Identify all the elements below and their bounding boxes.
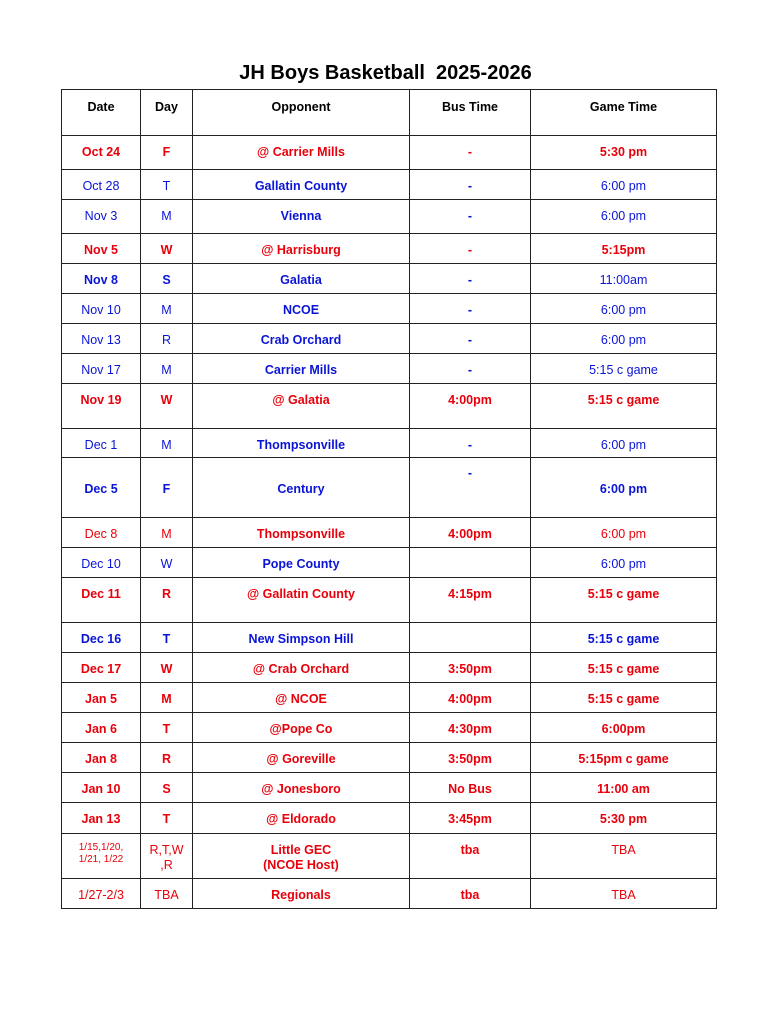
day-cell	[141, 136, 193, 170]
game-time-cell	[531, 324, 717, 354]
table-row	[62, 200, 717, 234]
date-text: Jan 8	[85, 752, 117, 766]
day-cell	[141, 200, 193, 234]
opponent-text: Thompsonville	[256, 438, 346, 452]
day-cell	[141, 264, 193, 294]
bus-time-cell	[410, 458, 531, 518]
opponent-text: @ NCOE	[275, 692, 327, 706]
game-time-text: 5:15pm	[601, 243, 646, 257]
opponent-cell	[193, 773, 410, 803]
date-text: Nov 19	[80, 393, 122, 407]
table-row	[62, 136, 717, 170]
bus-time-cell	[410, 743, 531, 773]
day-cell	[141, 234, 193, 264]
table-row	[62, 713, 717, 743]
game-time-text: 6:00 pm	[600, 333, 647, 347]
date-text: Dec 5	[84, 482, 118, 496]
day-text: M	[161, 363, 172, 377]
day-text: R	[161, 587, 172, 601]
date-cell	[62, 773, 141, 803]
game-time-text: 5:15 c game	[587, 662, 660, 676]
date-cell	[62, 879, 141, 909]
date-cell	[62, 518, 141, 548]
opponent-text: Thompsonville	[256, 527, 346, 541]
bus-time-text: -	[467, 303, 473, 317]
date-cell	[62, 324, 141, 354]
day-cell	[141, 773, 193, 803]
day-cell	[141, 324, 193, 354]
date-text: Dec 11	[81, 587, 121, 601]
header-game-time: Game Time	[531, 90, 717, 136]
opponent-cell	[193, 713, 410, 743]
bus-time-cell	[410, 136, 531, 170]
day-text: M	[161, 692, 172, 706]
table-row	[62, 518, 717, 548]
date-cell	[62, 354, 141, 384]
game-time-cell	[531, 743, 717, 773]
opponent-text: @ Goreville	[266, 752, 336, 766]
game-time-cell	[531, 548, 717, 578]
table-row	[62, 548, 717, 578]
bus-time-text	[410, 623, 530, 632]
date-cell	[62, 170, 141, 200]
game-time-text: 5:30 pm	[599, 812, 648, 826]
day-cell	[141, 578, 193, 623]
day-text: T	[162, 812, 171, 826]
bus-time-text: No Bus	[448, 782, 492, 796]
bus-time-cell	[410, 200, 531, 234]
bus-time-text: 4:00pm	[448, 527, 492, 541]
header-opponent: Opponent	[193, 90, 410, 136]
bus-time-text: -	[467, 179, 473, 193]
opponent-cell	[193, 578, 410, 623]
date-cell	[62, 429, 141, 458]
opponent-cell	[193, 834, 410, 879]
opponent-text: Regionals	[271, 888, 331, 902]
header-bus-time: Bus Time	[410, 90, 531, 136]
date-text: Jan 6	[85, 722, 117, 736]
date-text: Dec 16	[80, 632, 122, 646]
day-cell	[141, 294, 193, 324]
table-row	[62, 384, 717, 429]
bus-time-text: 4:30pm	[448, 722, 492, 736]
date-cell	[62, 458, 141, 518]
bus-time-text: -	[467, 273, 473, 287]
table-row	[62, 429, 717, 458]
day-cell	[141, 803, 193, 834]
game-time-cell	[531, 136, 717, 170]
game-time-cell	[531, 234, 717, 264]
game-time-text: 6:00 pm	[600, 303, 647, 317]
bus-time-cell	[410, 803, 531, 834]
day-text: W	[160, 557, 173, 571]
header-date: Date	[62, 90, 141, 136]
date-text: Jan 10	[81, 782, 121, 796]
opponent-cell	[193, 234, 410, 264]
table-row	[62, 294, 717, 324]
game-time-text: TBA	[611, 888, 636, 902]
date-cell	[62, 264, 141, 294]
date-text: Dec 8	[84, 527, 118, 541]
game-time-text: 5:30 pm	[599, 145, 648, 159]
day-text: M	[161, 527, 172, 541]
day-text: TBA	[154, 888, 179, 902]
game-time-cell	[531, 713, 717, 743]
game-time-text: 5:15 c game	[587, 393, 660, 407]
day-cell	[141, 384, 193, 429]
day-cell	[141, 429, 193, 458]
game-time-cell	[531, 653, 717, 683]
opponent-text: Vienna	[280, 209, 322, 223]
date-text: Oct 28	[82, 179, 120, 193]
day-text: T	[162, 722, 171, 736]
opponent-cell	[193, 803, 410, 834]
opponent-text: @ Carrier Mills	[257, 145, 345, 159]
game-time-text: 5:15 c game	[587, 632, 660, 646]
game-time-text: 6:00 pm	[600, 179, 647, 193]
game-time-cell	[531, 683, 717, 713]
opponent-text: @Pope Co	[269, 722, 333, 736]
table-row	[62, 264, 717, 294]
date-text: Oct 24	[81, 145, 121, 159]
game-time-cell	[531, 623, 717, 653]
header-row	[62, 90, 717, 136]
opponent-cell	[193, 429, 410, 458]
bus-time-cell	[410, 518, 531, 548]
bus-time-cell	[410, 683, 531, 713]
bus-time-cell	[410, 548, 531, 578]
date-cell	[62, 136, 141, 170]
table-row	[62, 458, 717, 518]
game-time-cell	[531, 200, 717, 234]
table-row	[62, 324, 717, 354]
date-cell	[62, 578, 141, 623]
day-text: M	[161, 438, 172, 452]
opponent-text: @ Harrisburg	[261, 243, 341, 257]
bus-time-cell	[410, 834, 531, 879]
game-time-text: 6:00 pm	[600, 209, 647, 223]
table-row	[62, 653, 717, 683]
opponent-text: @ Galatia	[272, 393, 330, 407]
opponent-cell	[193, 879, 410, 909]
table-row	[62, 803, 717, 834]
opponent-cell	[193, 136, 410, 170]
game-time-text: 11:00am	[599, 273, 648, 287]
table-row	[62, 683, 717, 713]
schedule-body	[62, 136, 717, 909]
opponent-cell	[193, 683, 410, 713]
bus-time-text: -	[467, 243, 473, 257]
game-time-text: 6:00pm	[601, 722, 646, 736]
bus-time-text: 4:00pm	[448, 393, 492, 407]
bus-time-text: -	[467, 466, 473, 480]
bus-time-text: 3:45pm	[448, 812, 492, 826]
game-time-text: 6:00 pm	[600, 527, 647, 541]
date-text: Dec 1	[84, 438, 118, 452]
game-time-cell	[531, 879, 717, 909]
opponent-text: @ Jonesboro	[261, 782, 341, 796]
game-time-cell	[531, 354, 717, 384]
table-row	[62, 234, 717, 264]
opponent-cell	[193, 623, 410, 653]
table-row	[62, 879, 717, 909]
opponent-text: @ Crab Orchard	[252, 662, 350, 676]
day-cell	[141, 518, 193, 548]
table-row	[62, 354, 717, 384]
bus-time-cell	[410, 294, 531, 324]
day-cell	[141, 548, 193, 578]
game-time-text: 5:15 c game	[589, 363, 658, 377]
day-cell	[141, 623, 193, 653]
game-time-cell	[531, 834, 717, 879]
table-row	[62, 170, 717, 200]
game-time-text: 5:15 c game	[587, 692, 660, 706]
bus-time-cell	[410, 429, 531, 458]
bus-time-text: 4:15pm	[448, 587, 492, 601]
date-cell	[62, 653, 141, 683]
game-time-text: 5:15pm c game	[578, 752, 669, 766]
opponent-cell	[193, 324, 410, 354]
bus-time-text: -	[467, 438, 473, 452]
bus-time-cell	[410, 354, 531, 384]
table-row	[62, 834, 717, 879]
date-cell	[62, 384, 141, 429]
bus-time-cell	[410, 234, 531, 264]
game-time-cell	[531, 803, 717, 834]
opponent-cell	[193, 548, 410, 578]
table-row	[62, 623, 717, 653]
opponent-text: Crab Orchard	[260, 333, 342, 347]
date-text: 1/27-2/3	[78, 888, 124, 902]
date-text: Nov 10	[81, 303, 121, 317]
day-text: R	[161, 752, 172, 766]
bus-time-text: -	[467, 209, 473, 223]
game-time-cell	[531, 170, 717, 200]
game-time-cell	[531, 384, 717, 429]
table-row	[62, 578, 717, 623]
date-cell	[62, 294, 141, 324]
opponent-text: Gallatin County	[254, 179, 348, 193]
day-cell	[141, 879, 193, 909]
opponent-cell	[193, 294, 410, 324]
day-text: F	[162, 482, 171, 496]
day-text: M	[161, 209, 172, 223]
day-cell	[141, 743, 193, 773]
day-text: T	[162, 179, 171, 193]
game-time-text: 11:00 am	[597, 782, 650, 796]
opponent-text: Century	[277, 482, 325, 496]
bus-time-cell	[410, 384, 531, 429]
day-text: S	[162, 273, 171, 287]
day-cell	[141, 170, 193, 200]
bus-time-cell	[410, 578, 531, 623]
day-text: M	[161, 303, 172, 317]
game-time-text: TBA	[611, 843, 636, 857]
bus-time-text: 3:50pm	[448, 662, 492, 676]
opponent-cell	[193, 518, 410, 548]
day-text: W	[160, 662, 173, 676]
game-time-cell	[531, 429, 717, 458]
game-time-cell	[531, 458, 717, 518]
bus-time-text: tba	[460, 888, 480, 902]
opponent-cell	[193, 384, 410, 429]
day-text: F	[162, 145, 171, 159]
bus-time-text: 4:00pm	[448, 692, 492, 706]
opponent-text: Carrier Mills	[264, 363, 338, 377]
bus-time-text: tba	[460, 843, 480, 857]
game-time-cell	[531, 578, 717, 623]
bus-time-cell	[410, 623, 531, 653]
date-cell	[62, 200, 141, 234]
opponent-cell	[193, 743, 410, 773]
date-text: Nov 8	[83, 273, 119, 287]
day-text: W	[160, 243, 173, 257]
game-time-text: 6:00 pm	[599, 482, 648, 496]
opponent-text: Galatia	[280, 273, 322, 287]
date-text: Nov 3	[84, 209, 118, 223]
bus-time-cell	[410, 324, 531, 354]
opponent-text: New Simpson Hill	[248, 632, 354, 646]
bus-time-cell	[410, 879, 531, 909]
bus-time-cell	[410, 264, 531, 294]
date-cell	[62, 803, 141, 834]
date-text: 1/15,1/20, 1/21, 1/22	[78, 842, 124, 865]
game-time-cell	[531, 264, 717, 294]
opponent-cell	[193, 264, 410, 294]
date-cell	[62, 623, 141, 653]
game-time-cell	[531, 773, 717, 803]
day-cell	[141, 834, 193, 879]
date-text: Nov 13	[81, 333, 121, 347]
day-text: T	[162, 632, 171, 646]
opponent-text: @ Gallatin County	[246, 587, 356, 601]
date-text: Jan 5	[85, 692, 117, 706]
day-cell	[141, 354, 193, 384]
date-text: Jan 13	[81, 812, 121, 826]
date-text: Nov 17	[81, 363, 121, 377]
schedule-table	[61, 89, 717, 909]
date-cell	[62, 683, 141, 713]
opponent-cell	[193, 458, 410, 518]
day-cell	[141, 683, 193, 713]
bus-time-text: 3:50pm	[448, 752, 492, 766]
date-text: Dec 10	[81, 557, 121, 571]
opponent-cell	[193, 354, 410, 384]
opponent-cell	[193, 653, 410, 683]
day-text: S	[162, 782, 171, 796]
game-time-cell	[531, 294, 717, 324]
date-cell	[62, 834, 141, 879]
opponent-text: Pope County	[262, 557, 340, 571]
table-row	[62, 773, 717, 803]
header-day: Day	[141, 90, 193, 136]
opponent-cell	[193, 200, 410, 234]
game-time-text: 5:15 c game	[587, 587, 660, 601]
bus-time-cell	[410, 713, 531, 743]
day-cell	[141, 713, 193, 743]
bus-time-cell	[410, 773, 531, 803]
date-text: Dec 17	[80, 662, 122, 676]
bus-time-text: -	[467, 145, 473, 159]
opponent-text: Little GEC (NCOE Host)	[263, 843, 339, 872]
date-text: Nov 5	[83, 243, 119, 257]
day-cell	[141, 653, 193, 683]
day-text: R	[161, 333, 172, 347]
game-time-text: 6:00 pm	[600, 557, 647, 571]
date-cell	[62, 713, 141, 743]
day-text: R,T,W ,R	[149, 843, 184, 872]
date-cell	[62, 548, 141, 578]
day-cell	[141, 458, 193, 518]
game-time-cell	[531, 518, 717, 548]
bus-time-text	[410, 548, 530, 557]
opponent-text: NCOE	[282, 303, 320, 317]
opponent-cell	[193, 170, 410, 200]
table-row	[62, 743, 717, 773]
date-cell	[62, 743, 141, 773]
game-time-text: 6:00 pm	[600, 438, 647, 452]
opponent-text: @ Eldorado	[266, 812, 336, 826]
bus-time-text: -	[467, 333, 473, 347]
day-text: W	[160, 393, 173, 407]
page-title: JH Boys Basketball 2025-2026	[239, 62, 532, 84]
bus-time-cell	[410, 653, 531, 683]
bus-time-text: -	[467, 363, 473, 377]
date-cell	[62, 234, 141, 264]
bus-time-cell	[410, 170, 531, 200]
